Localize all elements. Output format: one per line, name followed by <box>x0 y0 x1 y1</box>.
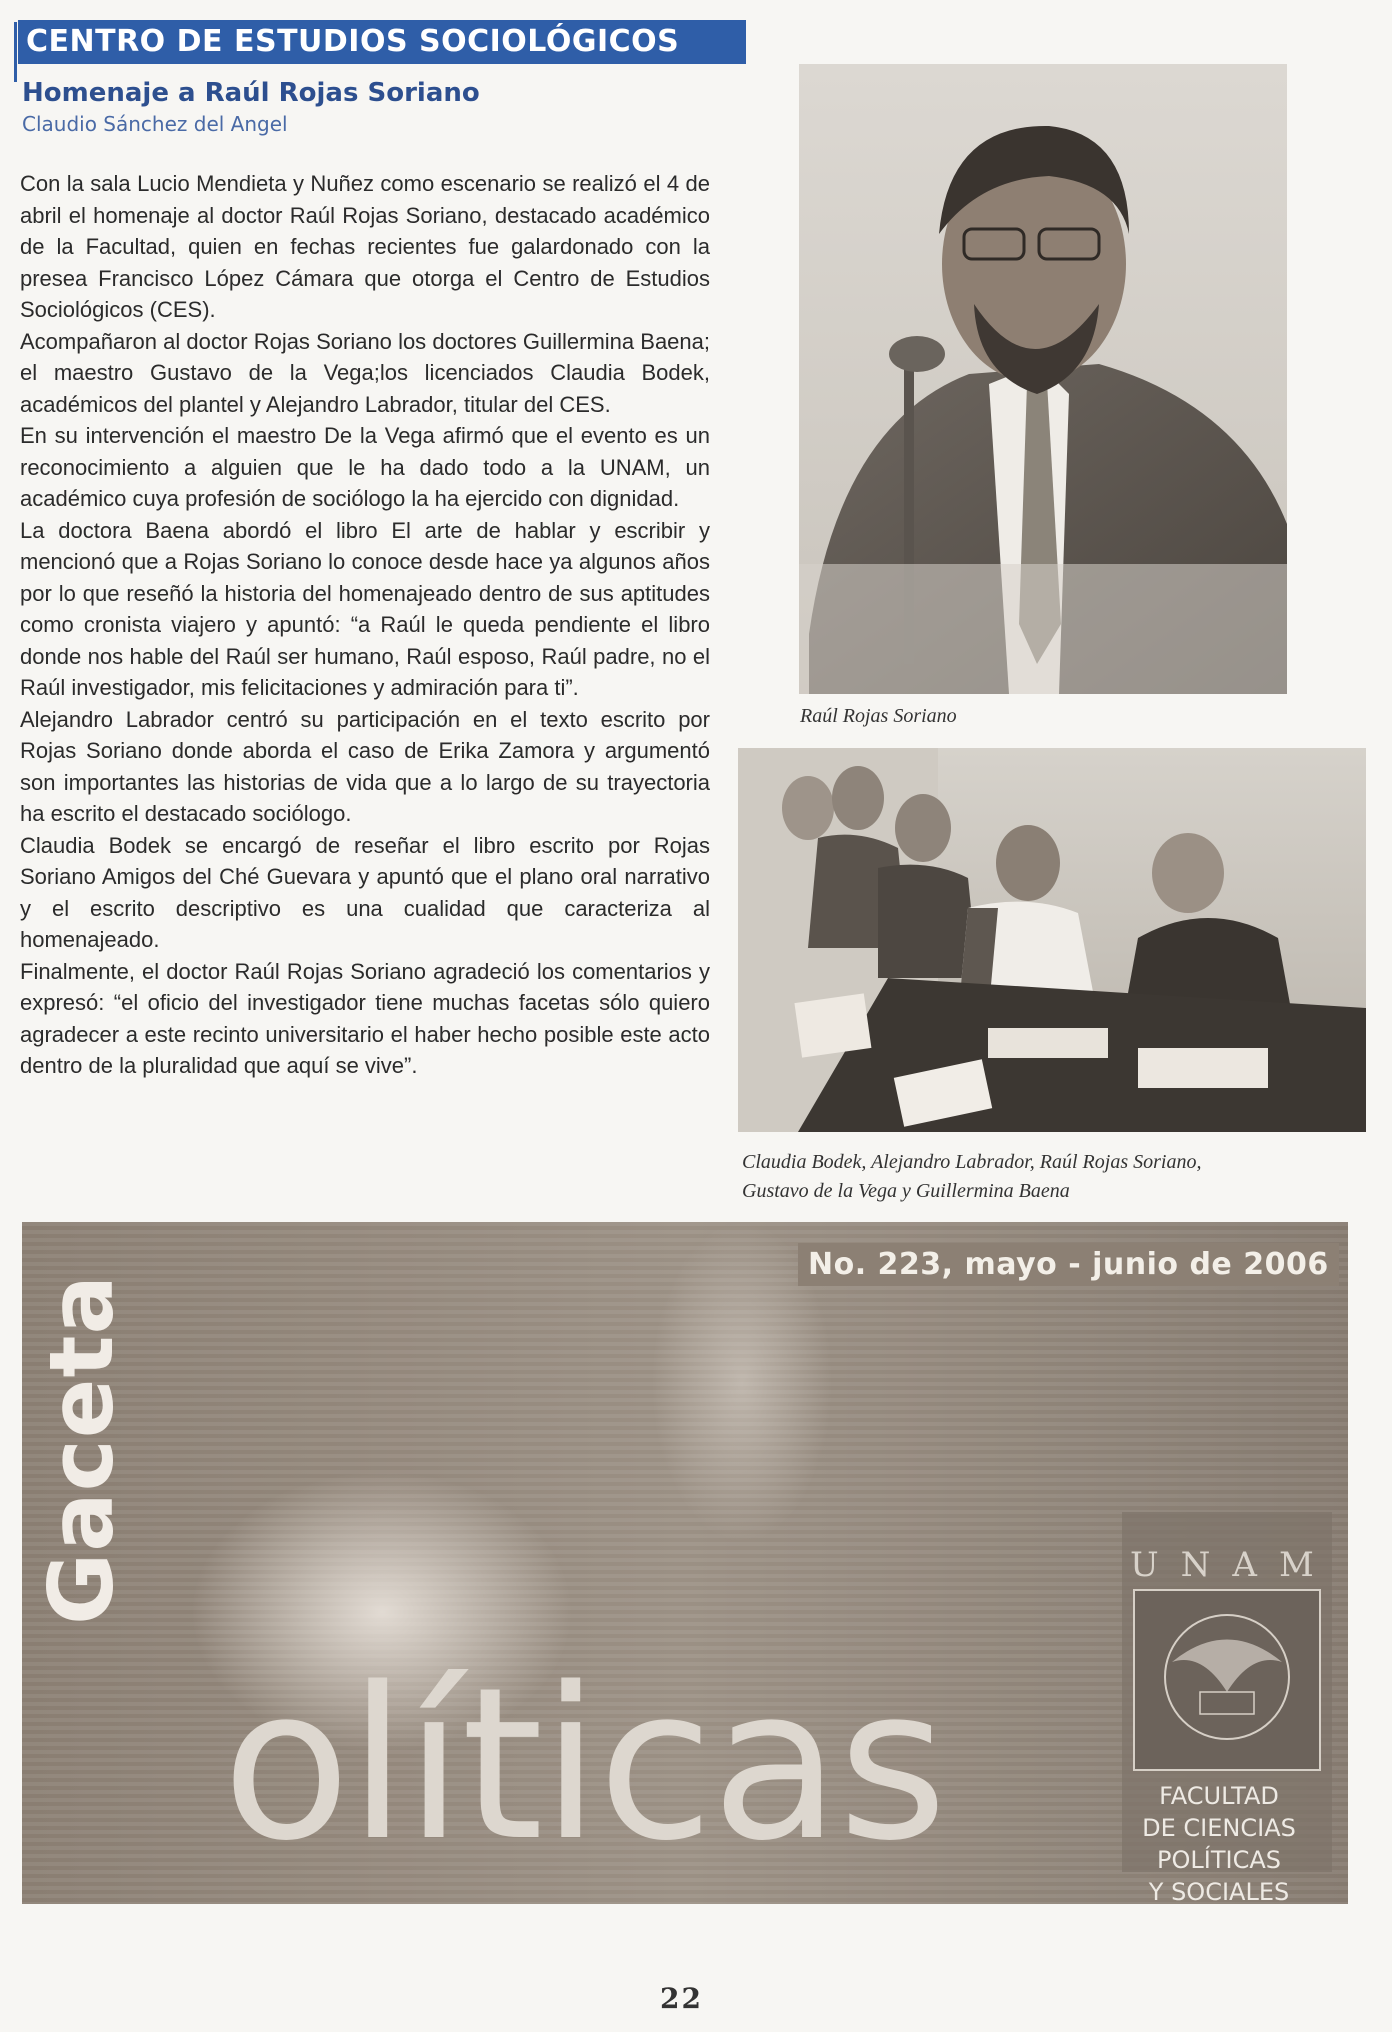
faculty-line: Y SOCIALES <box>1148 1878 1290 1906</box>
section-accent-rule <box>14 22 17 82</box>
paragraph: En su intervención el maestro De la Vega afirmó que el evento es un reconocimiento a alguien que le ha dado todo a la UNAM, un académico cuya profesión de sociólogo la ha ejercido con dignidad. <box>20 423 710 511</box>
panel-caption-line-1: Claudia Bodek, Alejandro Labrador, Raúl Rojas Soriano, <box>742 1151 1202 1173</box>
paragraph: Con la sala Lucio Mendieta y Nuñez como escenario se realizó el 4 de abril el homenaje al doctor Raúl Rojas Soriano, destacado académico de la Facultad, quien en fechas recientes fue galardonado con la presea Francisco López Cámara que otorga el Centro de Estudios Sociológicos (CES). <box>20 171 710 322</box>
article-byline: Claudio Sánchez del Angel <box>22 112 288 136</box>
paragraph: Acompañaron al doctor Rojas Soriano los doctores Guillermina Baena; el maestro Gustavo de la Vega;los licenciados Claudia Bodek, académicos del plantel y Alejandro Labrador, titular del CES. <box>20 328 710 417</box>
portrait-photo <box>799 64 1287 694</box>
faculty-line: POLÍTICAS <box>1157 1846 1281 1874</box>
panel-caption-line-2: Gustavo de la Vega y Guillermina Baena <box>742 1180 1070 1202</box>
panel-caption <box>742 1148 1201 1206</box>
cover-gaceta-title: Gaceta <box>30 1274 133 1625</box>
cover-politicas-title: olíticas <box>222 1642 946 1887</box>
paragraph: Claudia Bodek se encargó de reseñar el libro escrito por Rojas Soriano Amigos del Ché Guevara y apuntó que el plano oral narrativo y el escrito descriptivo es una cualidad que caracteriza al homenajeado. <box>20 832 710 952</box>
paragraph: La doctora Baena abordó el libro El arte de hablar y escribir y mencionó que a Rojas Soriano lo conoce desde hace ya algunos años por lo que reseñó la historia del homenajeado dentro de sus aptitudes como cronista viajero y apuntó: “a Raúl le queda pendiente el libro donde nos hable del Raúl ser humano, Raúl esposo, Raúl padre, no el Raúl investigador, mis felicitaciones y admiración para ti”. <box>20 517 710 700</box>
cover-unam-label: UNAM <box>1130 1545 1336 1585</box>
faculty-line: FACULTAD <box>1159 1782 1279 1810</box>
section-title: CENTRO DE ESTUDIOS SOCIOLÓGICOS <box>18 20 746 64</box>
page-number: 22 <box>660 1982 703 2015</box>
article-headline: Homenaje a Raúl Rojas Soriano <box>22 78 480 108</box>
panel-photo <box>738 748 1366 1132</box>
paragraph: Alejandro Labrador centró su participación en el texto escrito por Rojas Soriano donde aborda el caso de Erika Zamora y argumentó son importantes las historias de vida que a lo largo de su trayectoria ha escrito el destacado sociólogo. <box>20 706 710 826</box>
portrait-caption: Raúl Rojas Soriano <box>800 705 957 727</box>
article-body <box>20 168 710 1082</box>
cover-faculty-name <box>1124 1780 1314 1908</box>
cover-issue-number: No. 223, mayo - junio de 2006 <box>798 1243 1339 1286</box>
paragraph: Finalmente, el doctor Raúl Rojas Soriano agradeció los comentarios y expresó: “el oficio del investigador tiene muchas facetas sólo quiero agradecer a este recinto universitario el haber hecho posible este acto dentro de la pluralidad que aquí se vive”. <box>20 958 710 1078</box>
faculty-line: DE CIENCIAS <box>1142 1814 1296 1842</box>
